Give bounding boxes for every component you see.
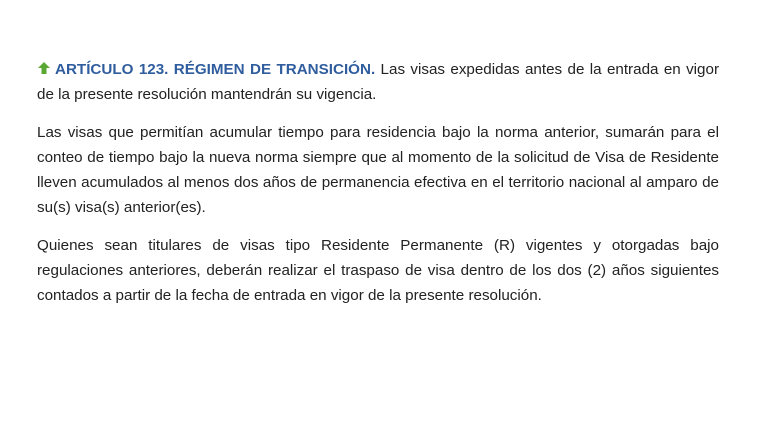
paragraph-accumulated-time: Las visas que permitían acumular tiempo para residencia bajo la norma anterior, sumarán para el conteo de tiempo bajo la nueva norma siempre que al momento de la solicitud de Visa de Residente lleven acumulados al menos dos años de permanencia efectiva en el territorio nacional al amparo de su(s) visa(s) anterior(es). [37, 124, 719, 216]
article-title: ARTÍCULO 123. RÉGIMEN DE TRANSICIÓN. [55, 61, 376, 78]
article-paragraph [37, 57, 719, 107]
up-arrow-icon[interactable] [37, 61, 51, 75]
back-to-top-link[interactable] [37, 61, 55, 78]
paragraph-permanent-resident: Quienes sean titulares de visas tipo Residente Permanente (R) vigentes y otorgadas bajo regulaciones anteriores, deberán realizar el traspaso de visa dentro de los dos (2) años siguientes contados a partir de la fecha de entrada en vigor de la presente resolución. [37, 237, 719, 304]
document-body [37, 57, 719, 321]
article-intro-text: Las visas expedidas antes de la entrada en vigor de la presente resolución mantendrán su vigencia. [37, 61, 720, 103]
